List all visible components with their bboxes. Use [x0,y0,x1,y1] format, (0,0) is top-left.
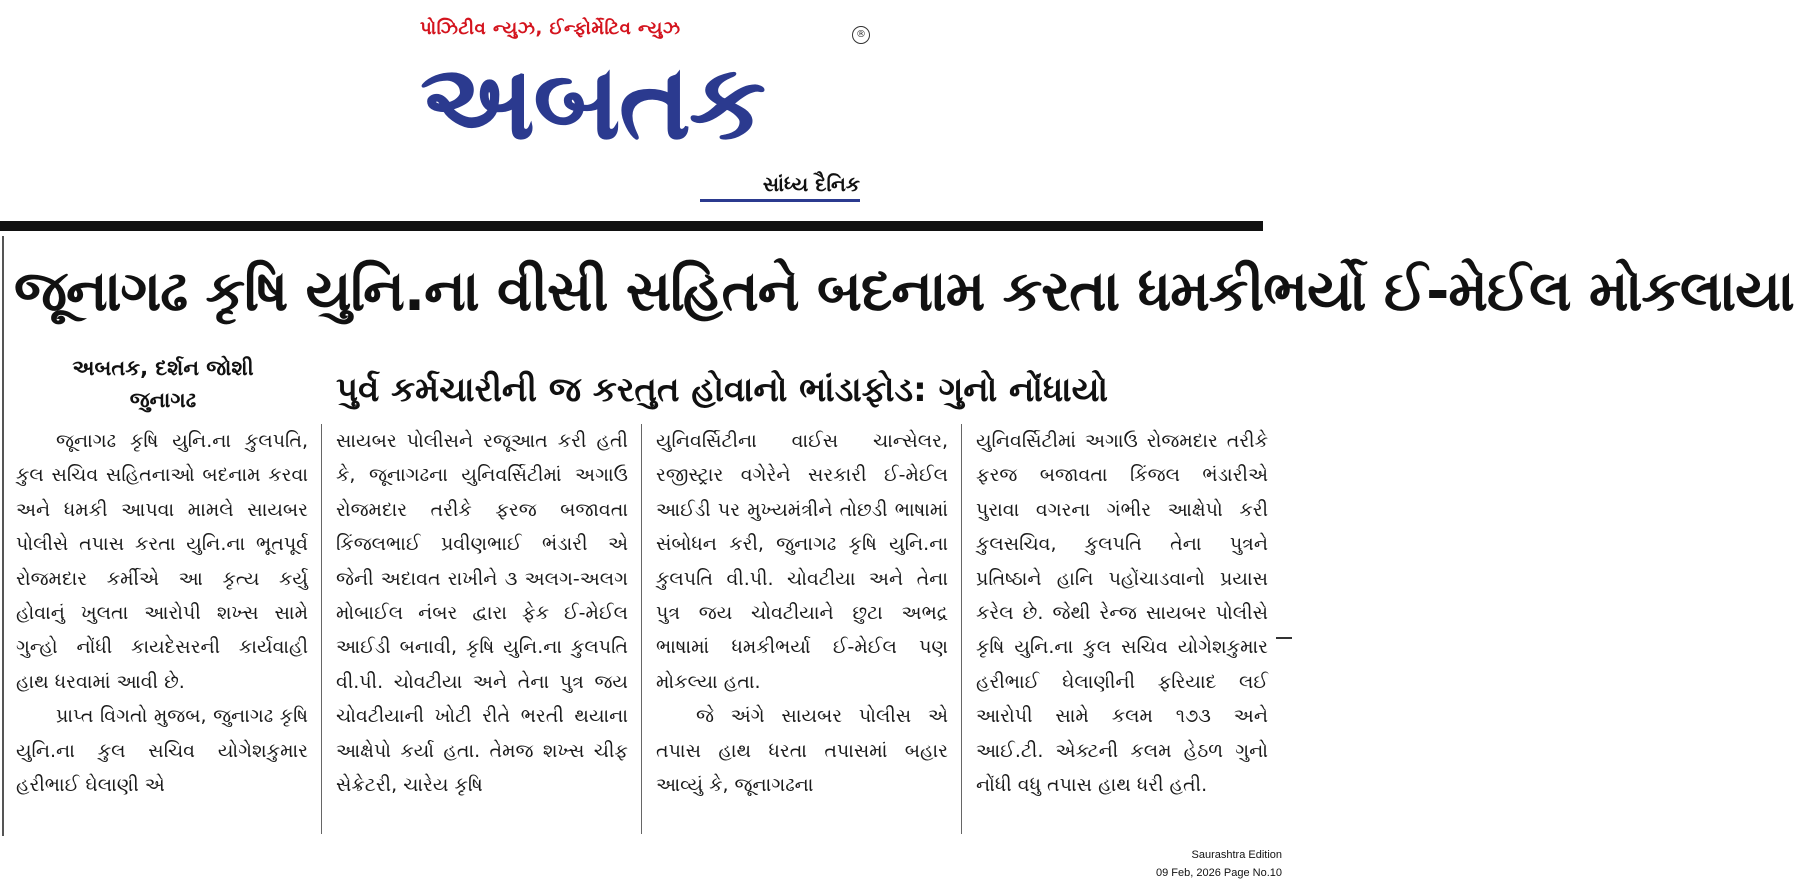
page-footer [1062,846,1282,882]
paragraph: યુનિવર્સિટીમાં અગાઉ રોજમદાર તરીકે ફરજ બજાવતા કિંજલ ભંડારીએ પુરાવા વગરના ગંભીર આક્ષેપો કરી કુલસચિવ, કુલપતિ તેના પુત્રને પ્રતિષ્ઠાને હાનિ પહોંચાડવાનો પ્રયાસ કરેલ છે. જેથી રેન્જ સાયબર પોલીસે કૃષિ યુનિ.ના કુલ સચિવ યોગેશકુમાર હરીભાઈ ઘેલાણીની ફરિયાદ લઈ આરોપી સામે કલમ ૧૭૩ અને આઈ.ટી. એક્ટની કલમ હેઠળ ગુનો નોંધી વધુ તપાસ હાથ ધરી હતી. [976,430,1268,797]
edition-underline [700,199,860,202]
byline-author: અબતક, દર્શન જોશી [72,356,254,380]
masthead-divider [0,221,1263,231]
footer-date-page: 09 Feb, 2026 Page No.10 [1156,867,1282,879]
article-subheadline: પુર્વ કર્મચારીની જ કરતુત હોવાનો ભાંડાફોડ: ગુનો નોંધાયો [336,370,1108,410]
left-margin-rule [2,236,4,836]
article-byline [18,352,308,416]
column-divider [321,424,322,834]
footer-edition: Saurashtra Edition [1191,849,1282,861]
article-column-1 [16,424,308,844]
registered-mark: ® [852,26,870,44]
masthead [0,0,1292,215]
column-divider [641,424,642,834]
paragraph: સાયબર પોલીસને રજૂઆત કરી હતી કે, જૂનાગઢના યુનિવર્સિટીમાં અગાઉ રોજમદાર તરીકે ફરજ બજાવતા કિંજલભાઈ પ્રવીણભાઈ ભંડારી એ જેની અદાવત રાખીને ૩ અલગ-અલગ મોબાઈલ નંબર દ્વારા ફેક ઈ-મેઈલ આઈડી બનાવી, કૃષિ યુનિ.ના કુલપતિ વી.પી. ચોવટીયા અને તેના પુત્ર જય ચોવટીયાની ખોટી રીતે ભરતી થયાના આક્ષેપો કર્યા હતા. તેમજ શખ્સ ચીફ સેક્રેટરી, ચારેય કૃષિ [336,430,628,797]
column-divider [961,424,962,834]
newspaper-logo: અબતક [420,41,764,163]
article-column-3 [656,424,948,844]
paragraph: યુનિવર્સિટીના વાઈસ ચાન્સેલર, રજીસ્ટ્રાર વગેરેને સરકારી ઈ-મેઈલ આઈડી પર મુખ્યમંત્રીને તોછડી ભાષામાં સંબોધન કરી, જુનાગઢ કૃષિ યુનિ.ના કુલપતિ વી.પી. ચોવટીયા અને તેના પુત્ર જય ચોવટીયાને છુટા અભદ્ર ભાષામાં ધમકીભર્યા ઈ-મેઈલ પણ મોકલ્યા હતા. [656,430,948,693]
right-margin-tick [1276,637,1292,639]
article-column-4 [976,424,1268,844]
paragraph: પ્રાપ્ત વિગતો મુજબ, જુનાગઢ કૃષિ યુનિ.ના કુલ સચિવ યોગેશકુમાર હરીભાઈ ઘેલાણી એ [16,705,308,797]
article-headline: જૂનાગઢ કૃષિ યુનિ.ના વીસી સહિતને બદનામ કરતા ધમકીભર્યો ઈ-મેઈલ મોકલાયા [14,259,1794,324]
byline-location: જુનાગઢ [129,388,197,412]
paragraph: જૂનાગઢ કૃષિ યુનિ.ના કુલપતિ, કુલ સચિવ સહિતનાઓ બદનામ કરવા અને ધમકી આપવા મામલે સાયબર પોલીસે તપાસ કરતા યુનિ.ના ભૂતપૂર્વ રોજમદાર કર્મીએ આ કૃત્ય કર્યુ હોવાનું ખુલતા આરોપી શખ્સ સામે ગુન્હો નોંધી કાયદેસરની કાર્યવાહી હાથ ધરવામાં આવી છે. [16,430,308,693]
edition-type: સાંધ્ય દૈનિક [762,172,860,196]
article-column-2 [336,424,628,844]
paragraph: જે અંગે સાયબર પોલીસ એ તપાસ હાથ ધરતા તપાસમાં બહાર આવ્યું કે, જૂનાગઢના [656,705,948,797]
masthead-tagline: પોઝિટીવ ન્યુઝ, ઈન્ફોર્મેટિવ ન્યુઝ [420,18,681,39]
